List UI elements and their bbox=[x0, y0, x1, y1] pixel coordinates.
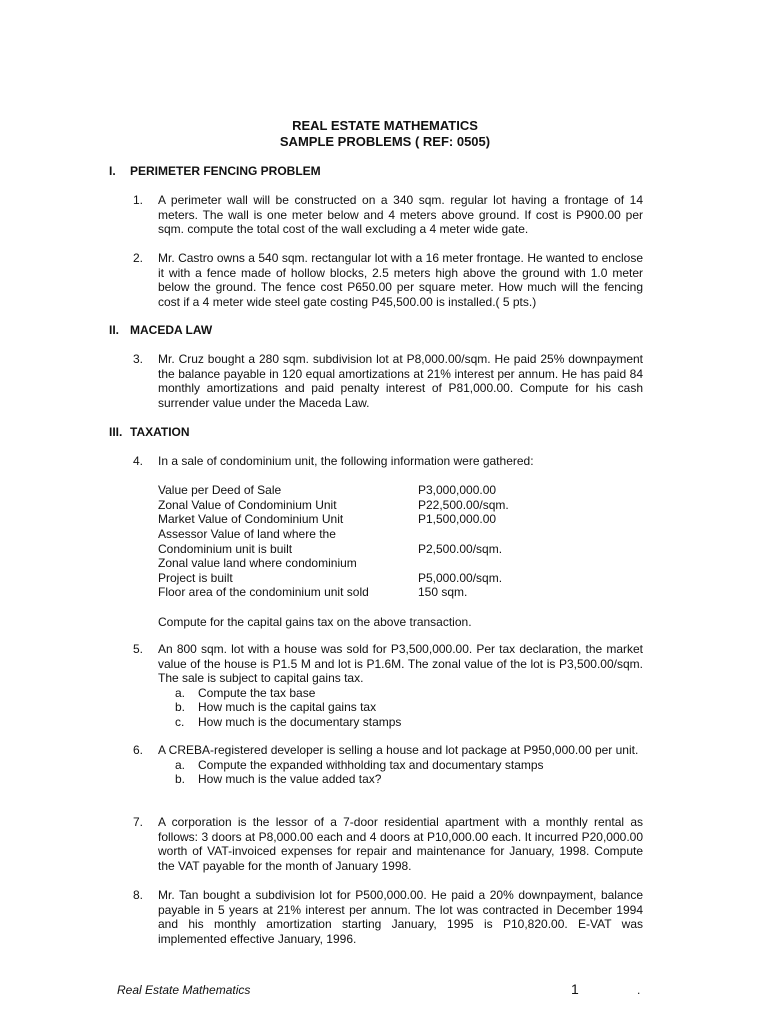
problem-6 bbox=[133, 743, 643, 787]
value-row bbox=[158, 556, 643, 571]
value-table bbox=[158, 483, 643, 600]
section-title: MACEDA LAW bbox=[130, 323, 213, 337]
problem-number: 4. bbox=[133, 454, 144, 468]
problem-text: An 800 sqm. lot with a house was sold for P3,500,000.00. Per tax declaration, the market value of the house is P1.5 M and lot is P1.6M. The zonal value of the lot is P3,500.00/sqm. The sale is subject to capital gains tax. bbox=[158, 642, 643, 686]
sub-item-letter: a. bbox=[175, 685, 186, 700]
value-amount: P5,000.00/sqm. bbox=[418, 570, 503, 585]
value-row bbox=[158, 483, 643, 498]
problem-text: A corporation is the lessor of a 7-door residential apartment with a monthly rental as follows: 3 doors at P8,000.00 each and 4 doors at P10,000.00 each. It incurred P20,000.00 worth of VAT-invoiced expenses for repair and maintenance for January, 1998. Compute the VAT payable for the month of January 1998. bbox=[158, 815, 643, 873]
problem-number: 5. bbox=[133, 642, 144, 656]
problem-closing: Compute for the capital gains tax on the above transaction. bbox=[158, 614, 472, 629]
value-label: Market Value of Condominium Unit bbox=[158, 512, 344, 527]
page-number: 1 bbox=[571, 981, 579, 997]
section-number: III. bbox=[109, 425, 123, 439]
section-title: PERIMETER FENCING PROBLEM bbox=[130, 164, 321, 178]
sub-item-text: How much is the value added tax? bbox=[198, 772, 382, 787]
document-subtitle: SAMPLE PROBLEMS ( REF: 0505) bbox=[279, 134, 491, 149]
value-label: Condominium unit is built bbox=[158, 541, 293, 556]
value-amount: P1,500,000.00 bbox=[418, 512, 497, 527]
problem-number: 1. bbox=[133, 193, 144, 207]
sub-item bbox=[175, 758, 643, 773]
sub-item-text: How much is the capital gains tax bbox=[198, 700, 377, 715]
sub-item-text: Compute the tax base bbox=[198, 685, 316, 700]
value-amount: P3,000,000.00 bbox=[418, 483, 497, 498]
sub-item bbox=[175, 715, 643, 730]
value-row bbox=[158, 571, 643, 586]
section-heading-maceda bbox=[109, 323, 212, 338]
sub-item-letter: c. bbox=[175, 714, 185, 729]
sub-item-text: How much is the documentary stamps bbox=[198, 714, 402, 729]
problem-text: A CREBA-registered developer is selling a house and lot package at P950,000.00 per unit. bbox=[158, 743, 639, 757]
problem-3 bbox=[133, 352, 643, 410]
problem-text: Mr. Cruz bought a 280 sqm. subdivision lot at P8,000.00/sqm. He paid 25% downpayment the balance payable in 120 equal amortizations at 21% interest per annum. He has paid 84 monthly amortizations and paid penalty interest of P81,000.00. Compute for his cash surrender value under the Maceda Law. bbox=[158, 352, 643, 410]
problem-number: 3. bbox=[133, 352, 144, 366]
footer-dot: . bbox=[637, 983, 641, 997]
value-amount: 150 sqm. bbox=[418, 585, 468, 600]
problem-8 bbox=[133, 888, 643, 946]
sub-item-letter: a. bbox=[175, 757, 186, 772]
value-row bbox=[158, 498, 643, 513]
sub-item-letter: b. bbox=[175, 700, 186, 715]
value-label: Zonal value land where condominium bbox=[158, 556, 357, 571]
problem-number: 7. bbox=[133, 815, 144, 829]
sub-item-text: Compute the expanded withholding tax and documentary stamps bbox=[198, 757, 544, 772]
value-amount: P22,500.00/sqm. bbox=[418, 497, 509, 512]
problem-4 bbox=[133, 454, 643, 629]
value-row bbox=[158, 512, 643, 527]
value-label: Assessor Value of land where the bbox=[158, 526, 336, 541]
section-heading-taxation bbox=[109, 425, 190, 440]
value-label: Value per Deed of Sale bbox=[158, 483, 282, 498]
section-number: II. bbox=[109, 323, 120, 337]
sub-item bbox=[175, 686, 643, 701]
problem-2 bbox=[133, 251, 643, 309]
value-label: Floor area of the condominium unit sold bbox=[158, 585, 369, 600]
problem-7 bbox=[133, 815, 643, 873]
problem-5 bbox=[133, 642, 643, 730]
document-title: REAL ESTATE MATHEMATICS bbox=[292, 118, 478, 133]
value-row bbox=[158, 527, 643, 542]
value-label: Project is built bbox=[158, 570, 233, 585]
sub-item bbox=[175, 772, 643, 787]
value-label: Zonal Value of Condominium Unit bbox=[158, 497, 337, 512]
value-amount: P2,500.00/sqm. bbox=[418, 541, 503, 556]
problem-number: 2. bbox=[133, 251, 144, 265]
footer-title: Real Estate Mathematics bbox=[117, 983, 251, 997]
value-row bbox=[158, 542, 643, 557]
section-number: I. bbox=[109, 164, 116, 178]
section-heading-perimeter bbox=[109, 164, 321, 179]
problem-intro: In a sale of condominium unit, the following information were gathered: bbox=[158, 454, 534, 468]
problem-1 bbox=[133, 193, 643, 237]
sub-item bbox=[175, 700, 643, 715]
problem-number: 6. bbox=[133, 743, 144, 757]
value-row bbox=[158, 585, 643, 600]
problem-text: A perimeter wall will be constructed on a 340 sqm. regular lot having a frontage of 14 meters. The wall is one meter below and 4 meters above ground. If cost is P900.00 per sqm. compute the total cost of the wall excluding a 4 meter wide gate. bbox=[158, 193, 643, 237]
sub-item-letter: b. bbox=[175, 772, 186, 787]
problem-number: 8. bbox=[133, 888, 144, 902]
problem-text: Mr. Castro owns a 540 sqm. rectangular lot with a 16 meter frontage. He wanted to enclose it with a fence made of hollow blocks, 2.5 meters high above the ground with 1.0 meter below the ground. The fence cost P650.00 per square meter. How much will the fencing cost if a 4 meter wide steel gate costing P45,500.00 is installed.( 5 pts.) bbox=[158, 251, 643, 309]
problem-text: Mr. Tan bought a subdivision lot for P500,000.00. He paid a 20% downpayment, balance payable in 5 years at 21% interest per annum. The lot was contracted in December 1994 and his monthly amortization starting January, 1995 is P10,820.00. E-VAT was implemented effective January, 1996. bbox=[158, 888, 643, 946]
section-title: TAXATION bbox=[130, 425, 190, 439]
problem-text bbox=[158, 454, 643, 629]
